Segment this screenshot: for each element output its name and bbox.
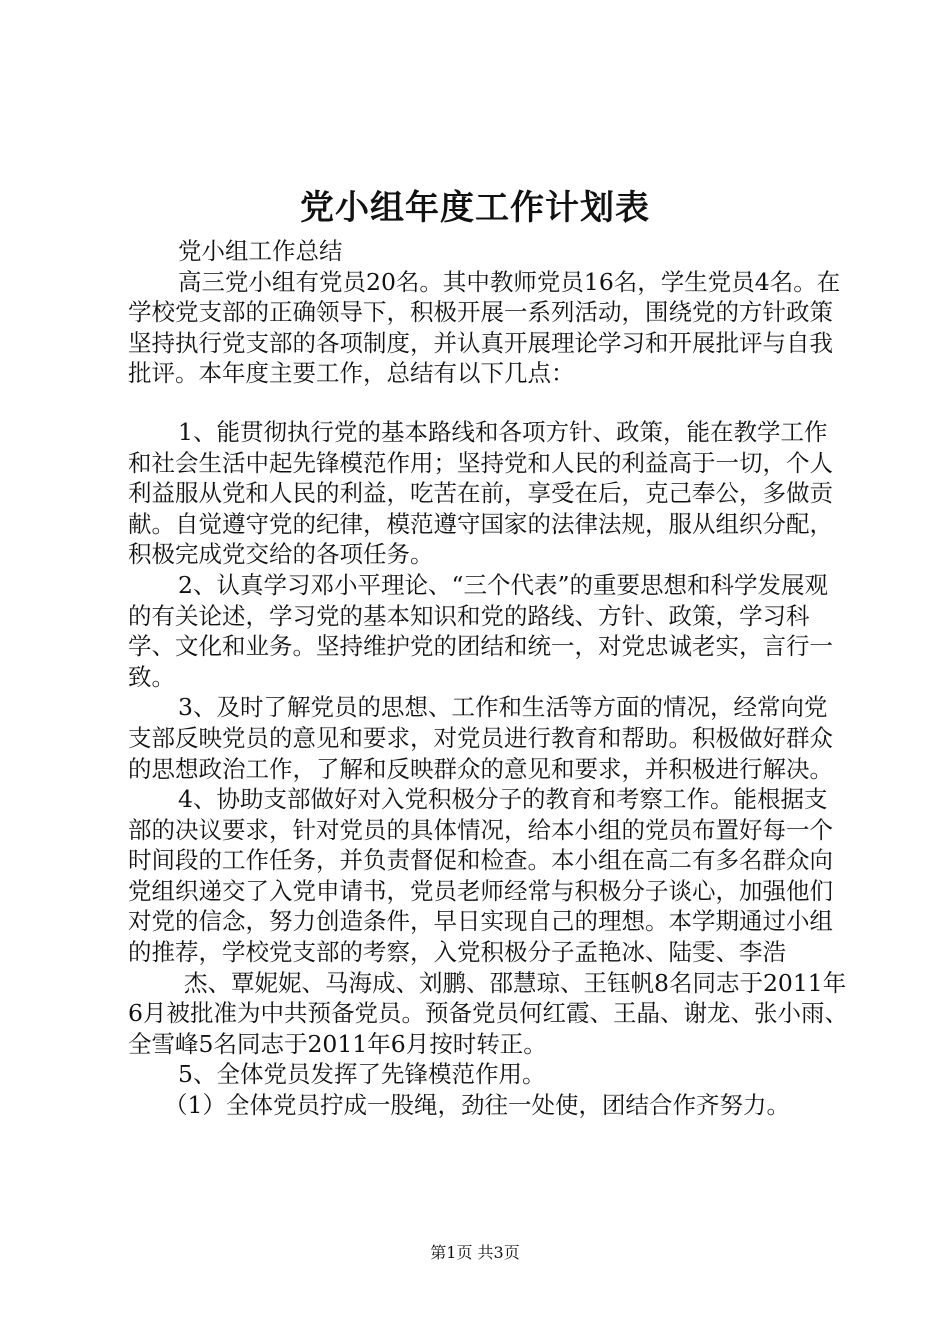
point-2-paragraph: 2、认真学习邓小平理论、“三个代表”的重要思想和科学发展观的有关论述，学习党的基本知识和党的路线、方针、政策，学习科学、文化和业务。坚持维护党的团结和统一，对党忠诚老实，言行一致。 bbox=[128, 570, 833, 691]
point-3-paragraph: 3、及时了解党员的思想、工作和生活等方面的情况，经常向党支部反映党员的意见和要求，对党员进行教育和帮助。积极做好群众的思想政治工作，了解和反映群众的意见和要求，并积极进行解决。 bbox=[128, 693, 833, 783]
document-title: 党小组年度工作计划表 bbox=[300, 188, 650, 228]
point-1-paragraph: 1、能贯彻执行党的基本路线和各项方针、政策，能在教学工作和社会生活中起先锋模范作用；坚持党和人民的利益高于一切，个人利益服从党和人民的利益，吃苦在前，享受在后，克己奉公，多做贡献。自觉遵守党的纪律，模范遵守国家的法律法规，服从组织分配，积极完成党交给的各项任务。 bbox=[128, 417, 833, 569]
sub-point-1-paragraph: （1）全体党员拧成一股绳，劲往一处使，团结合作齐努力。 bbox=[164, 1091, 790, 1120]
point-4-continuation: 杰、覃妮妮、马海成、刘鹏、邵慧琼、王钰帆8名同志于2011年6月被批准为中共预备党员。预备党员何红霞、王晶、谢龙、张小雨、全雪峰5名同志于2011年6月按时转正。 bbox=[128, 968, 848, 1058]
section-heading: 党小组工作总结 bbox=[178, 237, 343, 265]
document-body bbox=[128, 236, 848, 1121]
intro-paragraph: 高三党小组有党员20名。其中教师党员16名，学生党员4名。在学校党支部的正确领导下，积极开展一系列活动，围绕党的方针政策坚持执行党支部的各项制度，并认真开展理论学习和开展批评与自我批评。本年度主要工作，总结有以下几点： bbox=[128, 267, 841, 388]
page-footer: 第1页 共3页 bbox=[430, 1243, 520, 1262]
point-4-paragraph: 4、协助支部做好对入党积极分子的教育和考察工作。能根据支部的决议要求，针对党员的具体情况，给本小组的党员布置好每一个时间段的工作任务，并负责督促和检查。本小组在高二有多名群众向党组织递交了入党申请书，党员老师经常与积极分子谈心，加强他们对党的信念，努力创造条件，早日实现自己的理想。本学期通过小组的推荐，学校党支部的考察，入党积极分子孟艳冰、陆雯、李浩 bbox=[128, 785, 833, 967]
point-5-paragraph: 5、全体党员发挥了先锋模范作用。 bbox=[178, 1060, 546, 1089]
paragraph-spacer bbox=[128, 389, 848, 417]
